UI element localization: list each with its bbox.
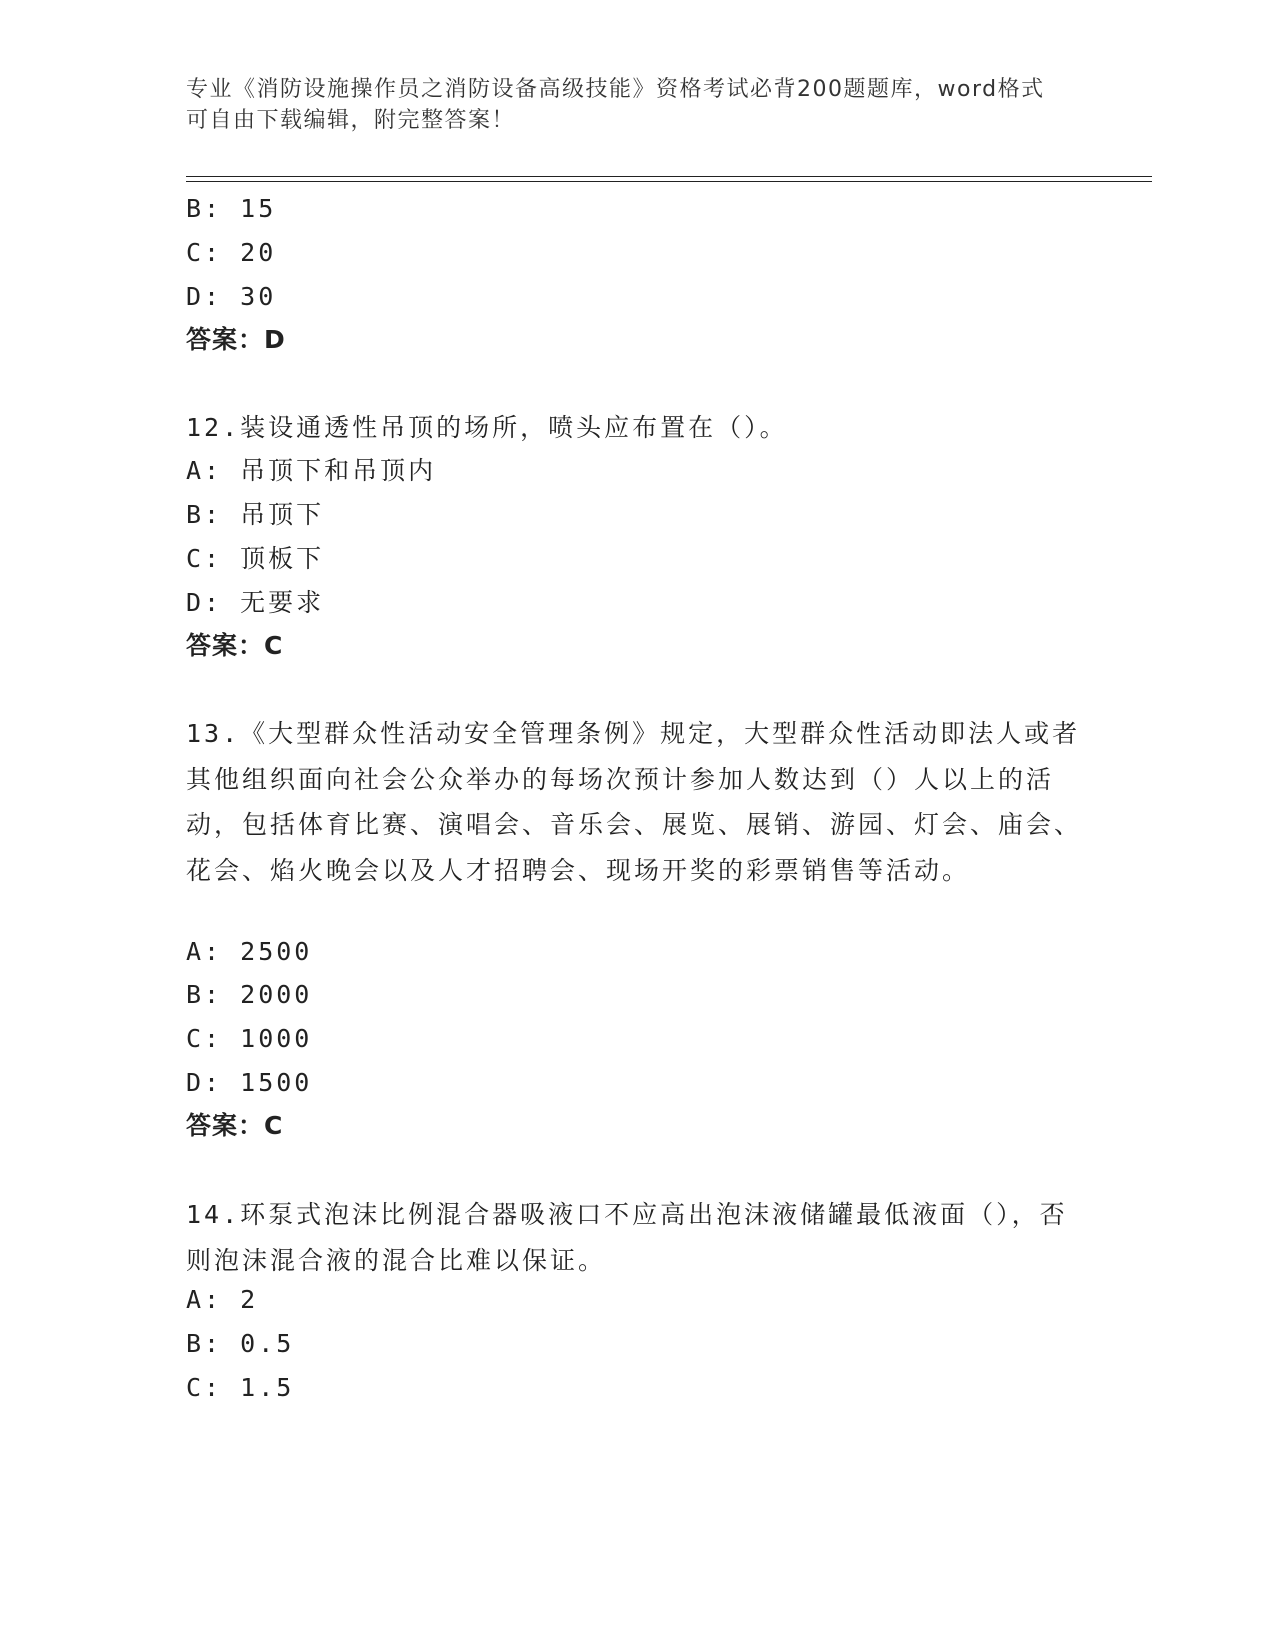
q14-stem: 14.环泵式泡沫比例混合器吸液口不应高出泡沫液储罐最低液面（），否则泡沫混合液的混合比难以保证。	[186, 1200, 1068, 1275]
q13-answer: 答案：C	[186, 1111, 284, 1140]
q12-option-a: A: 吊顶下和吊顶内	[186, 456, 437, 485]
q12-option-d: D: 无要求	[186, 588, 325, 617]
q13-stem: 13.《大型群众性活动安全管理条例》规定，大型群众性活动即法人或者其他组织面向社会公众举办的每场次预计参加人数达到（）人以上的活动，包括体育比赛、演唱会、音乐会、展览、展销、游园、灯会、庙会、花会、焰火晚会以及人才招聘会、现场开奖的彩票销售等活动。	[186, 719, 1083, 885]
q13-option-a: A: 2500	[186, 937, 313, 966]
q13-option-c: C: 1000	[186, 1024, 313, 1053]
q12-option-c: C: 顶板下	[186, 544, 325, 573]
q12-answer: 答案：C	[186, 631, 284, 660]
q11-option-c: C: 20	[186, 238, 277, 267]
document-header: 专业《消防设施操作员之消防设备高级技能》资格考试必背200题题库，word格式可自由下载编辑，附完整答案！	[186, 77, 1045, 133]
q11-option-b: B: 15	[186, 194, 277, 223]
q14-option-a: A: 2	[186, 1285, 259, 1314]
header-divider-top	[186, 176, 1152, 177]
q13-option-d: D: 1500	[186, 1068, 313, 1097]
q14-option-b: B: 0.5	[186, 1329, 295, 1358]
q13-option-b: B: 2000	[186, 980, 313, 1009]
q14-option-c: C: 1.5	[186, 1373, 295, 1402]
header-divider-bottom	[186, 181, 1152, 182]
q11-answer: 答案：D	[186, 325, 286, 354]
q11-option-d: D: 30	[186, 282, 277, 311]
q12-option-b: B: 吊顶下	[186, 500, 325, 529]
q12-stem: 12.装设通透性吊顶的场所，喷头应布置在（）。	[186, 413, 788, 442]
